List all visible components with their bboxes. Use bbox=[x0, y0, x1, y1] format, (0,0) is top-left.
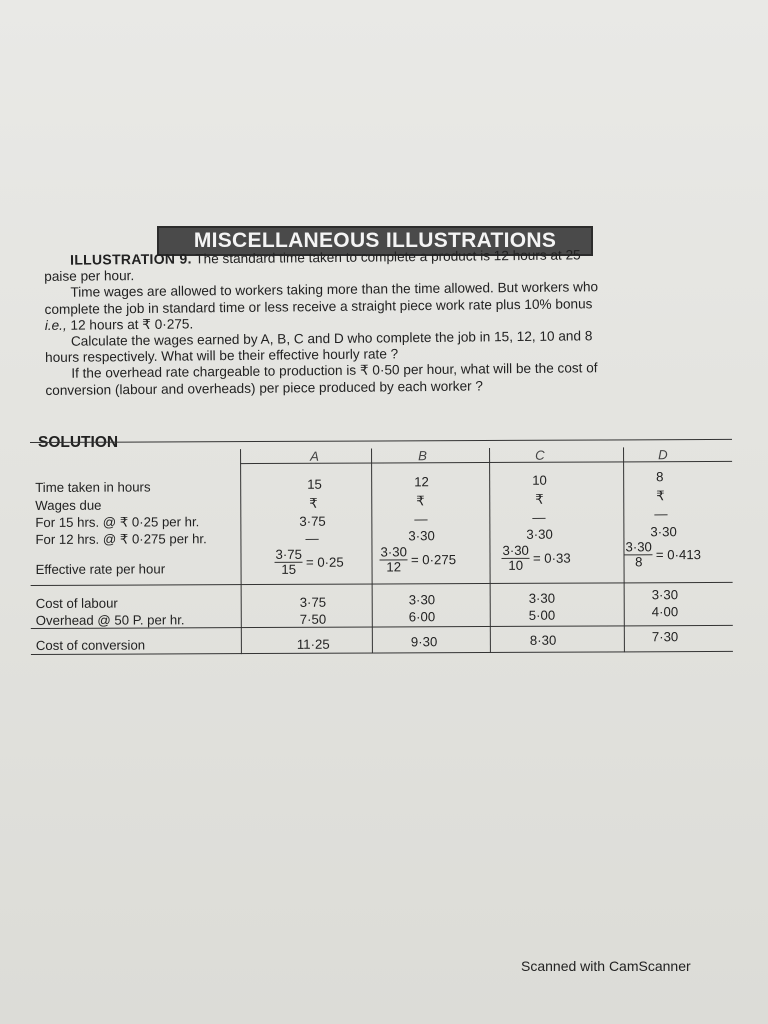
illustration-line-8: If the overhead rate chargeable to production is ₹ 0·50 per hour, what will be the cost of bbox=[71, 360, 598, 382]
section-banner: MISCELLANEOUS ILLUSTRATIONS bbox=[157, 226, 593, 256]
illustration-line-7: hours respectively. What will be their effective hourly rate ? bbox=[45, 346, 399, 366]
label-overhead: Overhead @ 50 P. per hr. bbox=[35, 612, 185, 628]
fraction-d bbox=[624, 540, 653, 569]
effective-value-c: = 0·33 bbox=[532, 550, 571, 566]
time-b: 12 bbox=[414, 474, 429, 490]
col-header-c: C bbox=[535, 447, 545, 463]
label-time-taken: Time taken in hours bbox=[35, 479, 151, 495]
effective-a bbox=[274, 548, 343, 577]
time-d: 8 bbox=[656, 469, 664, 485]
ie-rest: 12 hours at ₹ 0·275. bbox=[66, 316, 194, 333]
fraction-b bbox=[379, 545, 408, 574]
fraction-denominator: 15 bbox=[281, 561, 297, 577]
col-divider-b bbox=[371, 449, 373, 654]
for12-d: 3·30 bbox=[650, 524, 677, 540]
col-header-a: A bbox=[310, 448, 319, 464]
time-c: 10 bbox=[532, 472, 547, 488]
ie-abbrev: i.e., bbox=[44, 317, 67, 333]
label-cost-of-labour: Cost of labour bbox=[35, 595, 118, 611]
fraction-numerator: 3·30 bbox=[502, 542, 529, 558]
illustration-line-2: paise per hour. bbox=[44, 268, 135, 285]
conversion-c: 8·30 bbox=[529, 632, 557, 648]
illustration-line-3: Time wages are allowed to workers taking more than the time allowed. But workers who bbox=[70, 279, 599, 301]
solution-table bbox=[30, 439, 733, 656]
labour-d: 3·30 bbox=[651, 587, 679, 603]
illustration-line-6: Calculate the wages earned by A, B, C and D who complete the job in 15, 12, 10 and 8 bbox=[70, 328, 593, 349]
overhead-a: 7·50 bbox=[299, 611, 327, 627]
for12-b: 3·30 bbox=[408, 528, 435, 544]
fraction-numerator: 3·75 bbox=[275, 546, 302, 562]
for15-d: — bbox=[654, 506, 668, 522]
for15-c: — bbox=[532, 509, 546, 525]
label-for-12-hrs: For 12 hrs. @ ₹ 0·275 per hr. bbox=[35, 531, 207, 547]
table-top-rule bbox=[30, 439, 732, 443]
label-cost-of-conversion: Cost of conversion bbox=[35, 637, 146, 653]
col-divider-a bbox=[240, 449, 242, 654]
effective-value-a: = 0·25 bbox=[305, 554, 344, 570]
label-wages-due: Wages due bbox=[35, 497, 102, 513]
fraction-a bbox=[274, 548, 303, 577]
conversion-b: 9·30 bbox=[410, 634, 438, 650]
effective-value-b: = 0·275 bbox=[410, 552, 457, 568]
time-a: 15 bbox=[307, 476, 322, 492]
for12-a: — bbox=[305, 530, 319, 546]
label-for-15-hrs: For 15 hrs. @ ₹ 0·25 per hr. bbox=[35, 514, 200, 530]
illustration-text bbox=[44, 245, 735, 399]
overhead-d: 4·00 bbox=[651, 604, 679, 620]
currency-d: ₹ bbox=[656, 488, 665, 504]
fraction-denominator: 12 bbox=[386, 559, 402, 575]
currency-a: ₹ bbox=[309, 495, 318, 511]
labour-c: 3·30 bbox=[528, 590, 556, 606]
illustration-line-9: conversion (labour and overheads) per piece produced by each worker ? bbox=[45, 378, 484, 398]
conversion-d: 7·30 bbox=[651, 629, 679, 645]
effective-b bbox=[379, 545, 456, 574]
solution-heading: SOLUTION bbox=[38, 434, 119, 451]
fraction-denominator: 10 bbox=[508, 557, 524, 573]
scanner-watermark: Scanned with CamScanner bbox=[521, 958, 691, 974]
effective-c bbox=[501, 544, 570, 573]
illustration-label: ILLUSTRATION 9. bbox=[69, 250, 192, 268]
fraction-denominator: 8 bbox=[635, 554, 643, 570]
col-divider-c bbox=[489, 448, 491, 653]
col-header-d: D bbox=[658, 447, 668, 463]
overhead-c: 5·00 bbox=[528, 607, 556, 623]
conversion-a: 11·25 bbox=[296, 636, 330, 652]
fraction-numerator: 3·30 bbox=[625, 539, 652, 555]
labour-b: 3·30 bbox=[408, 592, 436, 608]
for12-c: 3·30 bbox=[526, 526, 553, 542]
overhead-b: 6·00 bbox=[408, 609, 436, 625]
effective-d bbox=[624, 540, 701, 569]
illustration-intro: The standard time taken to complete a product is 12 hours at 25 bbox=[191, 247, 581, 267]
for15-b: — bbox=[414, 511, 428, 527]
currency-b: ₹ bbox=[416, 493, 425, 509]
fraction-c bbox=[501, 544, 530, 573]
mid-rule bbox=[31, 582, 733, 586]
for15-a: 3·75 bbox=[299, 513, 326, 529]
label-effective-rate: Effective rate per hour bbox=[35, 561, 166, 577]
col-header-b: B bbox=[418, 448, 427, 464]
labour-a: 3·75 bbox=[299, 594, 327, 610]
fraction-numerator: 3·30 bbox=[380, 544, 407, 560]
effective-value-d: = 0·413 bbox=[655, 547, 702, 563]
currency-c: ₹ bbox=[535, 491, 544, 507]
illustration-line-4: complete the job in standard time or less receive a straight piece work rate plus 10% bonus bbox=[44, 295, 593, 317]
